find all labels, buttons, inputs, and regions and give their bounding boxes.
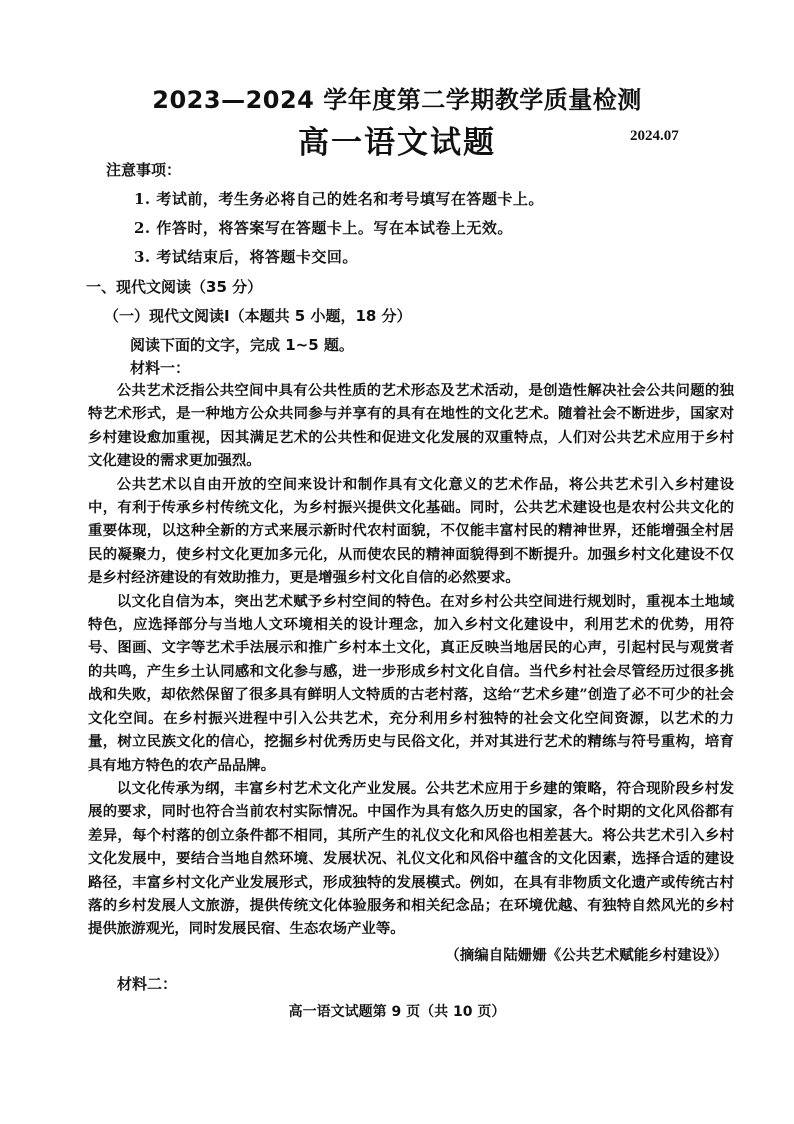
material-two-label: 材料二： bbox=[117, 975, 178, 993]
passage-paragraph: 以文化传承为纲，丰富乡村艺术文化产业发展。公共艺术应用于乡建的策略，符合现阶段乡村发展的要求，同时也符合当前农村实际情况。中国作为具有悠久历史的国家，各个时期的文化风俗都有差异，每个村落的创立条件都不相同，其所产生的礼仪文化和风俗也相差甚大。将公共艺术引入乡村文化发展中，要结合当地自然环境、发展状况、礼仪文化和风俗中蕴含的文化因素，选择合适的建设路径，丰富乡村文化产业发展形式，形成独特的发展模式。例如，在具有非物质文化遗产或传统古村落的乡村发展人文旅游，提供传统文化体验服务和相关纪念品；在环境优越、有独特自然风光的乡村提供旅游观光，同时发展民宿、生态农场产业等。 bbox=[88, 779, 734, 938]
exam-subtitle: 高一语文试题 bbox=[298, 125, 496, 161]
section-heading: 一、现代文阅读（35 分） bbox=[86, 278, 263, 296]
exam-title: 2023—2024 学年度第二学期教学质量检测 bbox=[152, 86, 642, 114]
passage-paragraph: 公共艺术以自由开放的空间来设计和制作具有文化意义的艺术作品，将公共艺术引入乡村建设中，有利于传承乡村传统文化，为乡村振兴提供文化基础。同时，公共艺术建设也是农村公共文化的重要体现，以这种全新的方式来展示新时代农村面貌，不仅能丰富村民的精神世界，还能增强全村居民的凝聚力，使乡村文化更加多元化，从而使农民的精神面貌得到不断提升。加强乡村文化建设不仅是乡村经济建设的有效助推力，更是增强乡村文化自信的必然要求。 bbox=[88, 475, 734, 587]
passage-paragraph: 以文化自信为本，突出艺术赋予乡村空间的特色。在对乡村公共空间进行规划时，重视本土地域特色，应选择部分与当地人文环境相关的设计理念，加入乡村文化建设中，利用艺术的优势，用符号、图画、文字等艺术手法展示和推广乡村本土文化，真正反映当地居民的心声，引起村民与观赏者的共鸣，产生乡土认同感和文化参与感，进一步形成乡村文化自信。当代乡村社会尽管经历过很多挑战和失败，却依然保留了很多具有鲜明人文特质的古老村落，这给“艺术乡建”创造了必不可少的社会文化空间。在乡村振兴进程中引入公共艺术，充分利用乡村独特的社会文化空间资源，以艺术的力量，树立民族文化的信心，挖掘乡村优秀历史与民俗文化，并对其进行艺术的精练与符号重构，培育具有地方特色的农产品品牌。 bbox=[88, 592, 734, 774]
exam-date: 2024.07 bbox=[630, 128, 679, 144]
reading-instruction: 阅读下面的文字，完成 1~5 题。 bbox=[130, 336, 354, 354]
notice-item: 3. 考试结束后，将答题卡交回。 bbox=[134, 248, 358, 266]
material-one-label: 材料一： bbox=[130, 359, 191, 377]
page-footer: 高一语文试题第 9 页（共 10 页） bbox=[288, 1004, 506, 1020]
passage-body bbox=[88, 379, 734, 941]
notice-item: 1. 考试前，考生务必将自己的姓名和考号填写在答题卡上。 bbox=[134, 190, 544, 208]
notice-heading: 注意事项： bbox=[106, 161, 182, 179]
passage-paragraph: 公共艺术泛指公共空间中具有公共性质的艺术形态及艺术活动，是创造性解决社会公共问题的独特艺术形式，是一种地方公众共同参与并享有的具有在地性的文化艺术。随着社会不断进步，国家对乡村建设愈加重视，因其满足艺术的公共性和促进文化发展的双重特点，人们对公共艺术应用于乡村文化建设的需求更加强烈。 bbox=[88, 382, 734, 470]
source-citation: （摘编自陆姗姗《公共艺术赋能乡村建设》） bbox=[445, 947, 728, 964]
subsection-heading: （一）现代文阅读Ⅰ（本题共 5 小题，18 分） bbox=[104, 307, 412, 325]
notice-item: 2. 作答时，将答案写在答题卡上。写在本试卷上无效。 bbox=[134, 219, 513, 237]
